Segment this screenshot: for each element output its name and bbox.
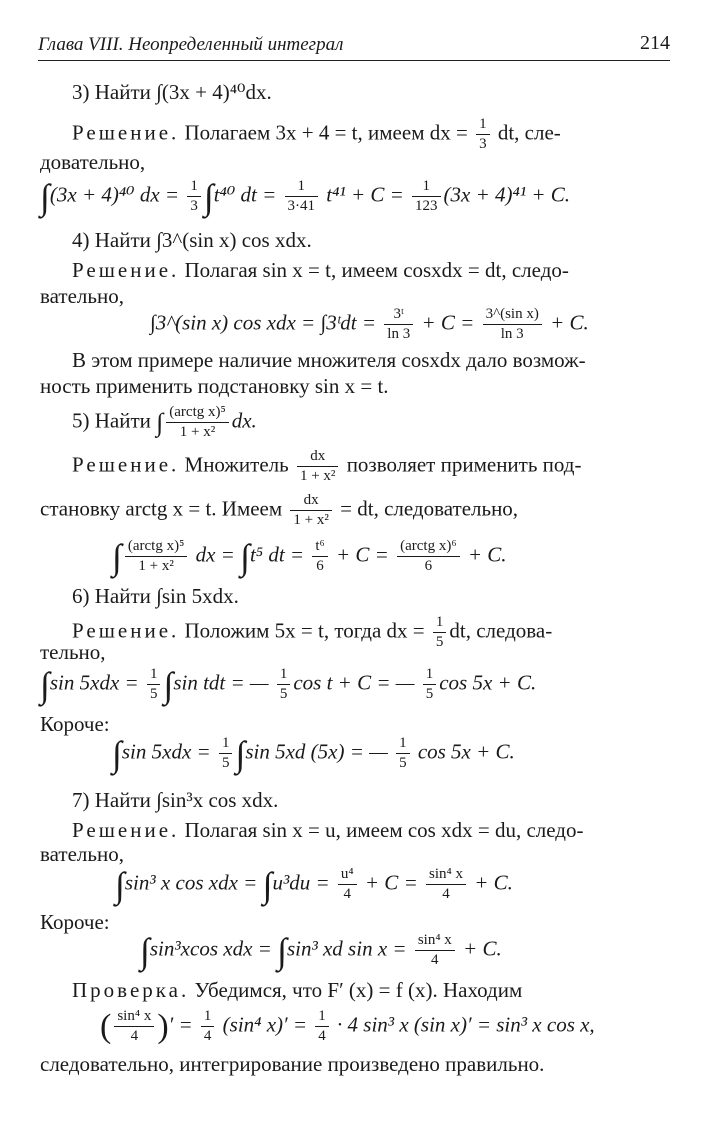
denominator: 6 bbox=[316, 558, 324, 575]
eq-part: cos 5x + C. bbox=[439, 670, 537, 695]
numerator: 1 bbox=[277, 666, 291, 685]
numerator: 1 bbox=[315, 1008, 329, 1027]
fraction bbox=[297, 448, 338, 486]
denominator: 4 bbox=[318, 1028, 326, 1045]
line-text: становку arctg x = t. Имеем bbox=[40, 496, 288, 521]
line-text: = dt, следовательно, bbox=[334, 496, 519, 521]
solution-label: Решение. bbox=[72, 258, 180, 282]
ex7-equation-1 bbox=[115, 866, 513, 904]
fraction bbox=[201, 1008, 215, 1046]
left-paren: ( bbox=[100, 1007, 112, 1045]
solution-tail: позволяет применить под- bbox=[341, 452, 582, 477]
fraction bbox=[125, 538, 187, 576]
fraction bbox=[426, 866, 466, 904]
fraction bbox=[412, 178, 441, 216]
ex4-equation bbox=[150, 306, 589, 344]
eq-part: cos t + C = — bbox=[293, 670, 420, 695]
fraction bbox=[315, 1008, 329, 1046]
page-number: 214 bbox=[640, 32, 670, 54]
denominator: 4 bbox=[442, 886, 450, 903]
eq-part: t⁴⁰ dt = bbox=[213, 182, 282, 207]
ex4-solution-line bbox=[72, 258, 569, 283]
denominator: 5 bbox=[435, 634, 444, 651]
ex4-task: 4) Найти ∫3^(sin x) cos xdx. bbox=[72, 228, 312, 252]
eq-part: sin 5xdx = bbox=[49, 670, 144, 695]
integral-sign: ∫ bbox=[240, 536, 250, 577]
ex7-check-equation bbox=[100, 1008, 595, 1046]
numerator: t⁶ bbox=[312, 538, 327, 557]
ex3-task: 3) Найти ∫(3x + 4)⁴⁰dx. bbox=[72, 80, 272, 104]
eq-part: + C = bbox=[330, 542, 395, 567]
running-header bbox=[38, 30, 670, 61]
numerator: 1 bbox=[201, 1008, 215, 1027]
ex5-task bbox=[72, 404, 257, 442]
integral-sign: ∫ bbox=[115, 864, 125, 905]
integral-sign: ∫ bbox=[40, 664, 50, 705]
chapter-title: Глава VIII. Неопределенный интеграл bbox=[38, 34, 344, 55]
numerator: (arctg x)⁵ bbox=[166, 404, 228, 423]
ex3-line2: довательно, bbox=[40, 150, 146, 174]
eq-part: (3x + 4)⁴⁰ dx = bbox=[49, 182, 185, 207]
denominator: 3·41 bbox=[287, 198, 316, 215]
solution-label: Решение. bbox=[72, 618, 180, 643]
eq-part: ′ = bbox=[168, 1012, 198, 1037]
fraction bbox=[415, 932, 455, 970]
eq-part: sin tdt = — bbox=[173, 670, 274, 695]
denominator: 1 + x² bbox=[179, 424, 216, 441]
integral-sign: ∫ bbox=[112, 733, 122, 774]
task-text: 5) Найти bbox=[72, 408, 157, 433]
check-label: Проверка. bbox=[72, 978, 190, 1002]
integral-sign: ∫ bbox=[140, 930, 150, 971]
fraction bbox=[312, 538, 327, 576]
eq-part: (sin⁴ x)′ = bbox=[217, 1012, 313, 1037]
numerator: 1 bbox=[187, 178, 201, 197]
eq-part: t⁵ dt = bbox=[249, 542, 310, 567]
eq-part: + C. bbox=[462, 542, 507, 567]
eq-part: sin³ xd sin x = bbox=[286, 936, 412, 961]
solution-label: Решение. bbox=[72, 818, 180, 842]
denominator: 3 bbox=[190, 198, 198, 215]
ex4-line2: вательно, bbox=[40, 284, 124, 308]
denominator: ln 3 bbox=[387, 326, 411, 343]
ex6-task: 6) Найти ∫sin 5xdx. bbox=[72, 584, 239, 608]
ex6-equation-2 bbox=[112, 735, 515, 773]
ex7-solution-line bbox=[72, 818, 583, 843]
denominator: 4 bbox=[203, 1028, 212, 1045]
check-text: Убедимся, что F′ (x) = f (x). Находим bbox=[189, 978, 523, 1002]
eq-part: + C. bbox=[457, 936, 502, 961]
solution-tail: dt, следова- bbox=[449, 618, 553, 643]
ex4-note-line1: В этом примере наличие множителя cosxdx дало возмож- bbox=[72, 348, 586, 372]
numerator: 1 bbox=[147, 666, 161, 685]
eq-part: u³du = bbox=[272, 870, 335, 895]
denominator: 4 bbox=[431, 952, 439, 969]
ex5-solution-line bbox=[72, 448, 581, 486]
denominator: 5 bbox=[425, 686, 434, 703]
numerator: 1 bbox=[433, 614, 447, 633]
numerator: 3^(sin x) bbox=[483, 306, 542, 325]
ex7-check-line bbox=[72, 978, 522, 1003]
numerator: 1 bbox=[396, 735, 410, 754]
eq-part: cos 5x + C. bbox=[412, 739, 515, 764]
fraction bbox=[114, 1008, 154, 1046]
solution-text: Полагаем 3x + 4 = t, имеем dx = bbox=[179, 120, 474, 145]
denominator: 5 bbox=[221, 755, 230, 772]
integral-sign: ∫ bbox=[277, 930, 287, 971]
denominator: 1 + x² bbox=[293, 512, 329, 529]
fraction bbox=[290, 492, 331, 530]
denominator: 1 + x² bbox=[138, 558, 174, 575]
ex6-solution-line bbox=[72, 614, 552, 652]
eq-part: sin 5xdx = bbox=[121, 739, 216, 764]
integral-sign: ∫ bbox=[163, 664, 174, 705]
numerator: 1 bbox=[423, 666, 437, 685]
fraction bbox=[338, 866, 357, 904]
eq-part: ∫3^(sin x) cos xdx = ∫3ᵗdt = bbox=[150, 310, 382, 335]
eq-part: + C. bbox=[544, 310, 589, 335]
integral-sign: ∫ bbox=[112, 536, 122, 577]
ex3-equation bbox=[40, 178, 570, 216]
right-paren: ) bbox=[157, 1007, 169, 1045]
ex6-line2: тельно, bbox=[40, 640, 106, 664]
denominator: 123 bbox=[415, 198, 438, 215]
fraction bbox=[285, 178, 319, 216]
numerator: sin⁴ x bbox=[426, 866, 466, 885]
fraction bbox=[483, 306, 542, 344]
fraction bbox=[219, 735, 233, 773]
task-text: dx. bbox=[231, 408, 257, 433]
eq-part: + C. bbox=[468, 870, 513, 895]
denominator: 3 bbox=[479, 136, 487, 153]
solution-text: Полагая sin x = t, имеем cosxdx = dt, следо- bbox=[179, 258, 569, 282]
numerator: 1 bbox=[412, 178, 441, 197]
ex7-task: 7) Найти ∫sin³x cos xdx. bbox=[72, 788, 279, 812]
denominator: ln 3 bbox=[500, 326, 524, 343]
numerator: sin⁴ x bbox=[114, 1008, 154, 1027]
integral-sign: ∫ bbox=[40, 176, 50, 217]
eq-part: t⁴¹ + C = bbox=[321, 182, 410, 207]
fraction bbox=[166, 404, 228, 442]
ex5-equation bbox=[112, 538, 507, 576]
solution-label: Решение. bbox=[72, 452, 180, 477]
denominator: 1 + x² bbox=[299, 468, 336, 485]
eq-part: sin 5xd (5x) = — bbox=[245, 739, 394, 764]
ex6-shorter: Короче: bbox=[40, 712, 110, 736]
fraction bbox=[384, 306, 413, 344]
numerator: 1 bbox=[285, 178, 319, 197]
denominator: 6 bbox=[424, 558, 433, 575]
numerator: (arctg x)⁶ bbox=[397, 538, 459, 557]
denominator: 5 bbox=[149, 686, 158, 703]
fraction bbox=[433, 614, 447, 652]
eq-part: (3x + 4)⁴¹ + C. bbox=[443, 182, 571, 207]
ex7-shorter: Короче: bbox=[40, 910, 110, 934]
integral-sign: ∫ bbox=[203, 176, 214, 217]
numerator: u⁴ bbox=[338, 866, 357, 885]
denominator: 4 bbox=[130, 1028, 139, 1045]
ex7-final-line: следовательно, интегрирование произведено правильно. bbox=[40, 1052, 545, 1076]
fraction bbox=[277, 666, 291, 704]
numerator: 1 bbox=[219, 735, 233, 754]
numerator: 3ᵗ bbox=[384, 306, 413, 325]
ex4-note-line2: ность применить подстановку sin x = t. bbox=[40, 374, 389, 398]
eq-part: dx = bbox=[190, 542, 241, 567]
solution-tail: dt, сле- bbox=[492, 120, 561, 145]
eq-part: · 4 sin³ x (sin x)′ = sin³ x cos x, bbox=[331, 1012, 595, 1037]
solution-label: Решение. bbox=[72, 120, 180, 145]
denominator: 5 bbox=[279, 686, 288, 703]
solution-text: Положим 5x = t, тогда dx = bbox=[179, 618, 430, 643]
eq-part: sin³ x cos xdx = bbox=[124, 870, 263, 895]
ex6-equation-1 bbox=[40, 666, 536, 704]
eq-part: sin³xcos xdx = bbox=[149, 936, 278, 961]
fraction bbox=[187, 178, 201, 216]
denominator: 4 bbox=[343, 886, 352, 903]
numerator: dx bbox=[290, 492, 331, 511]
solution-text: Полагая sin x = u, имеем cos xdx = du, следо- bbox=[179, 818, 584, 842]
fraction bbox=[423, 666, 437, 704]
fraction bbox=[396, 735, 410, 773]
eq-part: + C = bbox=[416, 310, 480, 335]
fraction bbox=[147, 666, 161, 704]
solution-text: Множитель bbox=[179, 452, 294, 477]
numerator: (arctg x)⁵ bbox=[125, 538, 187, 557]
integral-sign: ∫ bbox=[235, 733, 246, 774]
ex7-equation-2 bbox=[140, 932, 502, 970]
eq-part: + C = bbox=[359, 870, 423, 895]
integral-sign: ∫ bbox=[156, 407, 164, 437]
denominator: 5 bbox=[399, 755, 407, 772]
numerator: dx bbox=[297, 448, 338, 467]
ex5-line2 bbox=[40, 492, 518, 530]
numerator: sin⁴ x bbox=[415, 932, 455, 951]
fraction bbox=[476, 116, 490, 154]
integral-sign: ∫ bbox=[262, 864, 273, 905]
ex3-solution-line bbox=[72, 116, 561, 154]
numerator: 1 bbox=[476, 116, 490, 135]
ex7-line2: вательно, bbox=[40, 842, 124, 866]
fraction bbox=[397, 538, 459, 576]
